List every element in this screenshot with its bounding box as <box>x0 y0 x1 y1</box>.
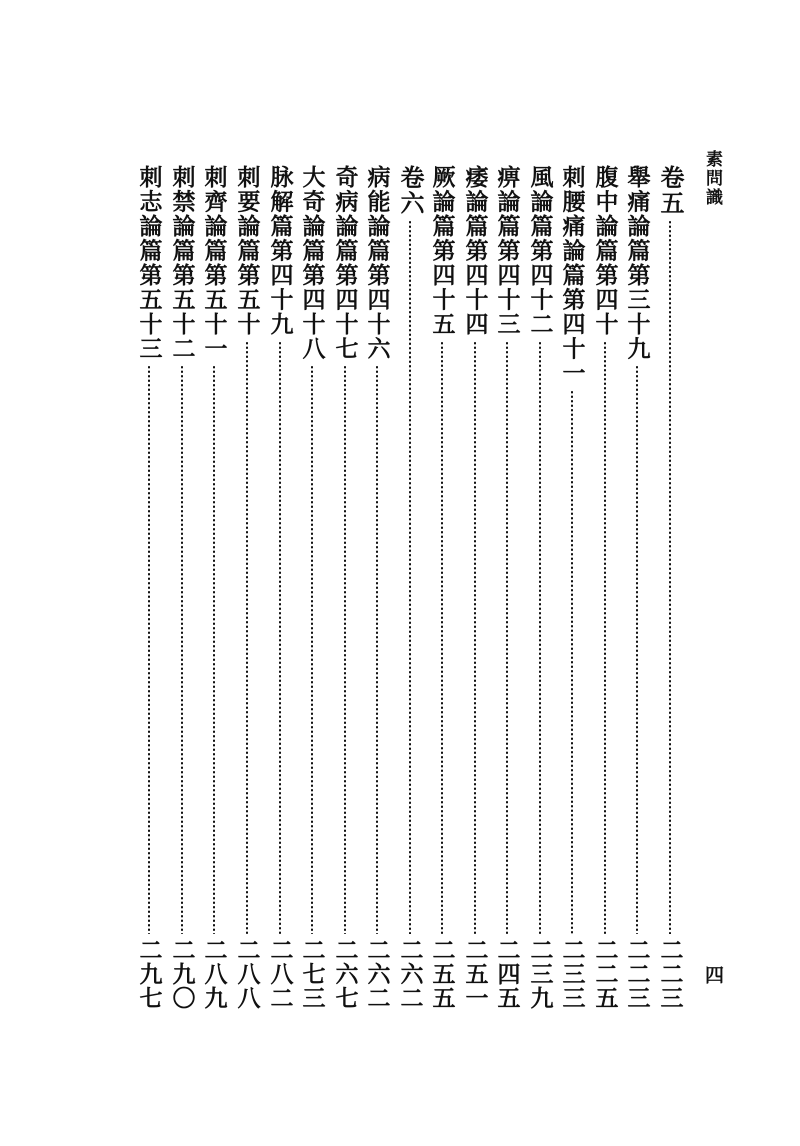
leader-dots <box>441 341 443 935</box>
toc-title: 刺齊論篇第五十一 <box>200 165 228 361</box>
toc-page: 二二五 <box>591 938 619 1010</box>
toc-entry <box>558 165 586 1010</box>
toc-page: 二四五 <box>493 938 521 1010</box>
page-number: 四 <box>702 965 724 984</box>
toc-entry <box>623 165 651 1010</box>
toc-entry <box>200 165 228 1010</box>
toc-entry <box>493 165 521 1010</box>
toc-title: 厥論篇第四十五 <box>428 165 456 337</box>
toc-entry <box>526 165 554 1010</box>
toc-title: 痿論篇第四十四 <box>461 165 489 337</box>
leader-dots <box>669 220 671 934</box>
toc-page: 二八九 <box>200 938 228 1010</box>
toc-entry <box>168 165 196 1010</box>
toc-page: 二五一 <box>461 938 489 1010</box>
toc-title: 痹論篇第四十三 <box>493 165 521 337</box>
toc-page: 二五五 <box>428 938 456 1010</box>
leader-dots <box>213 365 215 934</box>
toc-page: 二七三 <box>298 938 326 1010</box>
toc-entry <box>266 165 294 1010</box>
leader-dots <box>571 390 573 935</box>
toc-page: 二三九 <box>526 938 554 1010</box>
leader-dots <box>409 220 411 934</box>
toc-page: 二六七 <box>331 938 359 1010</box>
toc-page: 二六二 <box>363 938 391 1010</box>
toc-page: 二九〇 <box>168 938 196 1010</box>
toc-title: 大奇論篇第四十八 <box>298 165 326 361</box>
toc-title: 刺志論篇第五十三 <box>135 165 163 361</box>
leader-dots <box>474 341 476 935</box>
toc-entry <box>428 165 456 1010</box>
toc-page: 二二三 <box>656 938 684 1010</box>
toc-title: 腹中論篇第四十 <box>591 165 619 337</box>
toc-entry <box>461 165 489 1010</box>
toc-page: 二二三 <box>623 938 651 1010</box>
toc-page: 二八八 <box>233 938 261 1010</box>
toc-title: 刺要論篇第五十 <box>233 165 261 337</box>
leader-dots <box>604 341 606 935</box>
leader-dots <box>506 341 508 935</box>
toc-page: 二八二 <box>266 938 294 1010</box>
toc-entry <box>233 165 261 1010</box>
toc-title: 刺腰痛論篇第四十一 <box>558 165 586 386</box>
toc-page: 二三三 <box>558 938 586 1010</box>
toc-title: 刺禁論篇第五十二 <box>168 165 196 361</box>
toc-entry <box>591 165 619 1010</box>
toc-section-title: 卷六 <box>396 165 425 216</box>
toc-entry <box>331 165 359 1010</box>
leader-dots <box>376 365 378 934</box>
leader-dots <box>539 341 541 935</box>
toc-page: 二六二 <box>396 938 424 1010</box>
leader-dots <box>636 365 638 934</box>
leader-dots <box>344 365 346 934</box>
toc-entry <box>298 165 326 1010</box>
toc-title: 風論篇第四十二 <box>526 165 554 337</box>
book-title: 素問識 <box>702 150 722 207</box>
toc-entry <box>135 165 163 1010</box>
leader-dots <box>148 365 150 934</box>
toc-page: 二九七 <box>135 938 163 1010</box>
leader-dots <box>311 365 313 934</box>
toc-entry <box>396 165 424 1010</box>
toc-title: 舉痛論篇第三十九 <box>623 165 651 361</box>
toc-entry <box>656 165 684 1010</box>
leader-dots <box>279 341 281 935</box>
leader-dots <box>246 341 248 935</box>
toc-title: 病能論篇第四十六 <box>363 165 391 361</box>
toc-title: 奇病論篇第四十七 <box>331 165 359 361</box>
leader-dots <box>181 365 183 934</box>
toc-entry <box>363 165 391 1010</box>
toc-title: 脉解篇第四十九 <box>266 165 294 337</box>
toc-section-title: 卷五 <box>656 165 685 216</box>
